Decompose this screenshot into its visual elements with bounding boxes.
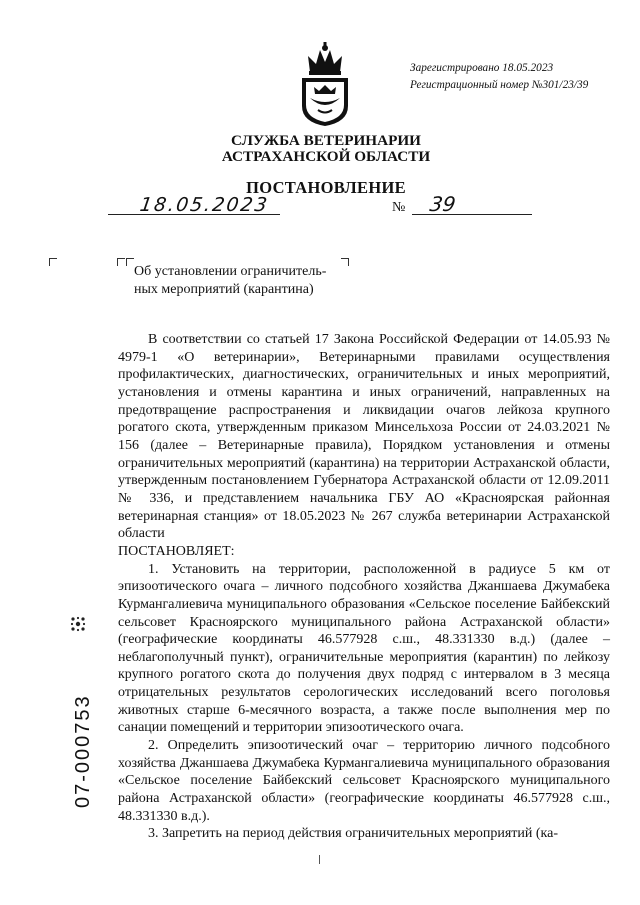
corner-bracket-subject-inner [126,258,134,266]
resolves-heading: ПОСТАНОВЛЯЕТ: [118,543,235,559]
document-number: 39 [428,192,458,216]
corner-bracket-subject-outer [117,258,125,266]
number-underline [412,214,532,215]
page-bottom-mark [319,855,320,864]
subject-line-1: Об установлении ограничитель- [134,264,327,279]
coat-of-arms-icon [296,42,354,126]
registration-line-number: Регистрационный номер №301/23/39 [410,79,589,91]
clause-3: 3. Запретить на период действия ограничительных мероприятий (ка- [148,826,558,842]
clause-2: 2. Определить эпизоотический очаг – территорию личного подсобного хозяйства Джаншаева Джумабека Курмангалиевича муниципального образования «Сельское поселение Байбекский сельсовет Красноярского муниципального района Астраханской области» (географические координаты 46.577928 с.ш., 48.331330 в.д.). [118,738,610,824]
clause-1: 1. Установить на территории, расположенной в радиусе 5 км от эпизоотического очага – личного подсобного хозяйства Джаншаева Джумабека Курмангалиевича муниципального образования «Сельское поселение Байбекский сельсовет Красноярского муниципального района Астраханской области» (географические координаты 46.577928 с.ш., 48.331330 в.д.) (далее – неблагополучный пункт), ограничительные мероприятия (карантин) по лейкозу крупного рогатого скота до получения двух подряд с интервалом в 3 месяца отрицательных результатов серологических исследований всего поголовья животных старше 6-месячного возраста, а также после выполнения мер по санации помещений и территории эпизоотического очага. [118,561,610,736]
side-registration-number: 07-000753 [72,694,94,808]
document-date: 18.05.2023 [138,194,271,216]
date-underline [108,214,280,215]
subject-line-2: ных мероприятий (карантина) [134,282,314,297]
agency-name-line-2: АСТРАХАНСКОЙ ОБЛАСТИ [221,148,431,165]
document-subject [134,263,364,299]
corner-bracket-left [49,258,57,266]
preamble-paragraph: В соответствии со статьей 17 Закона Российской Федерации от 14.05.93 № 4979-1 «О ветеринарии», Ветеринарными правилами осуществления профилактических, диагностических, ограничительных и иных мероприятий, установления и отмены карантина и иных ограничений, направленных на предотвращение распространения и ликвидации очагов лейкоза крупного рогатого скота, утвержденным приказом Минсельхоза России от 24.03.2021 № 156 (далее – Ветеринарные правила), Порядком установления и отмены ограничительных мероприятий (карантина) на территории Астраханской области, утвержденным постановлением Губернатора Астраханской области от 12.09.2011 № 336, и представлением начальника ГБУ АО «Красноярская районная ветеринарная станция» от 18.05.2023 № 267 служба ветеринарии Астраханской области [118,332,610,542]
number-sign: № [392,200,406,215]
agency-name-line-1: СЛУЖБА ВЕТЕРИНАРИИ [231,132,421,149]
registration-line-date: Зарегистрировано 18.05.2023 [410,62,554,74]
document-body [118,331,610,843]
registration-stamp [410,60,588,94]
document-type-title: ПОСТАНОВЛЕНИЕ [246,178,406,197]
barcode-mark-icon [70,616,86,637]
